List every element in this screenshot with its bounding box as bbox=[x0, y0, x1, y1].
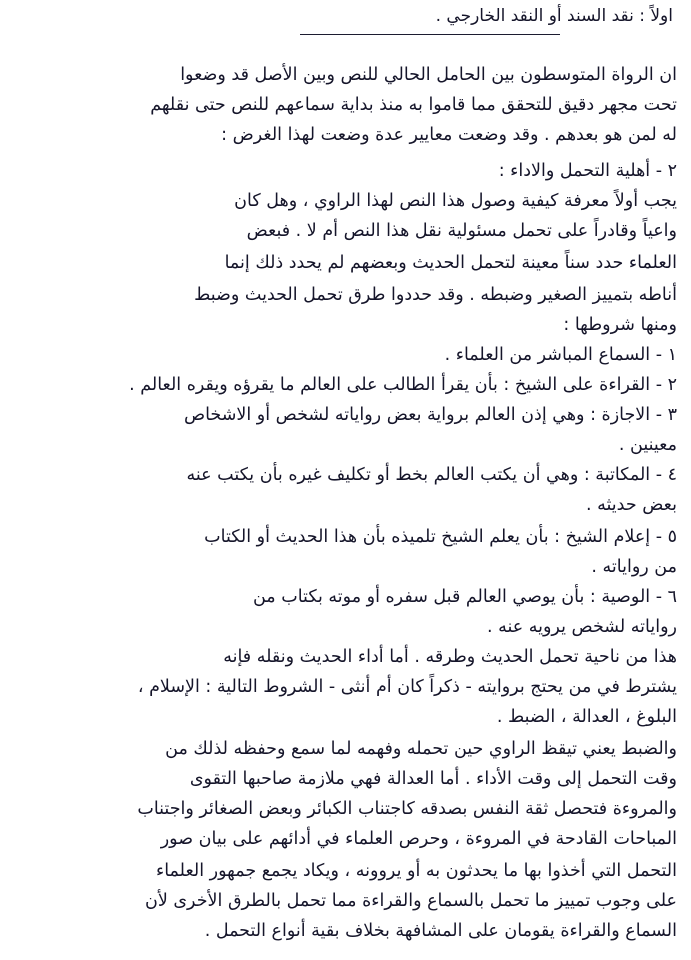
list-item: ٤ - المكاتبة : وهي أن يكتب العالم بخط أو تكليف غيره بأن يكتب عنه bbox=[186, 465, 677, 485]
text-line: والضبط يعني تيقظ الراوي حين تحمله وفهمه لما سمع وحفظه لذلك من bbox=[165, 739, 677, 759]
text-line: واعياً وقادراً على تحمل مسئولية نقل هذا النص أم لا . فبعض bbox=[246, 221, 677, 241]
text-line: التحمل التي أخذوا بها ما يحدثون به أو يروونه ، ويكاد يجمع جمهور العلماء bbox=[156, 861, 677, 881]
list-item: ١ - السماع المباشر من العلماء . bbox=[444, 345, 677, 365]
text-line: العلماء حدد سناً معينة لتحمل الحديث وبعضهم لم يحدد ذلك إنما bbox=[224, 253, 677, 273]
list-item: ٢ - القراءة على الشيخ : بأن يقرأ الطالب على العالم ما يقرؤه ويقره العالم . bbox=[129, 375, 677, 395]
text-line: ومنها شروطها : bbox=[563, 315, 677, 335]
text-line: على وجوب تمييز ما تحمل بالسماع والقراءة مما تحمل بالطرق الأخرى لأن bbox=[144, 891, 677, 911]
text-line: السماع والقراءة يقومان على المشافهة بخلاف بقية أنواع التحمل . bbox=[204, 921, 677, 941]
heading-underline bbox=[300, 34, 560, 35]
text-line: من رواياته . bbox=[591, 557, 677, 577]
text-line: رواياته لشخص يرويه عنه . bbox=[486, 617, 677, 637]
text-line: البلوغ ، العدالة ، الضبط . bbox=[496, 707, 677, 727]
text-line: معينين . bbox=[618, 435, 677, 455]
text-line: أناطه بتمييز الصغير وضبطه . وقد حددوا طرق تحمل الحديث وضبط bbox=[194, 285, 677, 305]
text-line: ان الرواة المتوسطون بين الحامل الحالي للنص وبين الأصل قد وضعوا bbox=[180, 65, 677, 85]
list-item: ٦ - الوصية : بأن يوصي العالم قبل سفره أو موته بكتاب من bbox=[252, 587, 677, 607]
text-line: يشترط في من يحتج بروايته - ذكراً كان أم أنثى - الشروط التالية : الإسلام ، bbox=[137, 677, 677, 697]
section-heading: اولاً : نقد السند أو النقد الخارجي . bbox=[435, 6, 673, 26]
text-line: ٢ - أهلية التحمل والاداء : bbox=[498, 161, 677, 181]
text-line: له لمن هو بعدهم . وقد وضعت معايير عدة وضعت لهذا الغرض : bbox=[221, 125, 677, 145]
list-item: ٥ - إعلام الشيخ : بأن يعلم الشيخ تلميذه بأن هذا الحديث أو الكتاب bbox=[204, 527, 677, 547]
text-line: وقت التحمل إلى وقت الأداء . أما العدالة فهي ملازمة صاحبها التقوى bbox=[189, 769, 677, 789]
text-line: والمروءة فتحصل ثقة النفس بصدقه كاجتناب الكبائر وبعض الصغائر واجتناب bbox=[137, 799, 677, 819]
text-line: هذا من ناحية تحمل الحديث وطرقه . أما أداء الحديث ونقله فإنه bbox=[223, 647, 677, 667]
text-line: بعض حديثه . bbox=[586, 495, 677, 515]
text-line: المباحات القادحة في المروءة ، وحرص العلماء في أدائهم على بيان صور bbox=[160, 829, 677, 849]
list-item: ٣ - الاجازة : وهي إذن العالم برواية بعض رواياته لشخص أو الاشخاص bbox=[183, 405, 677, 425]
text-line: تحت مجهر دقيق للتحقق مما قاموا به منذ بداية سماعهم للنص حتى نقلهم bbox=[150, 95, 677, 115]
text-line: يجب أولاً معرفة كيفية وصول هذا النص لهذا الراوي ، وهل كان bbox=[234, 191, 677, 211]
